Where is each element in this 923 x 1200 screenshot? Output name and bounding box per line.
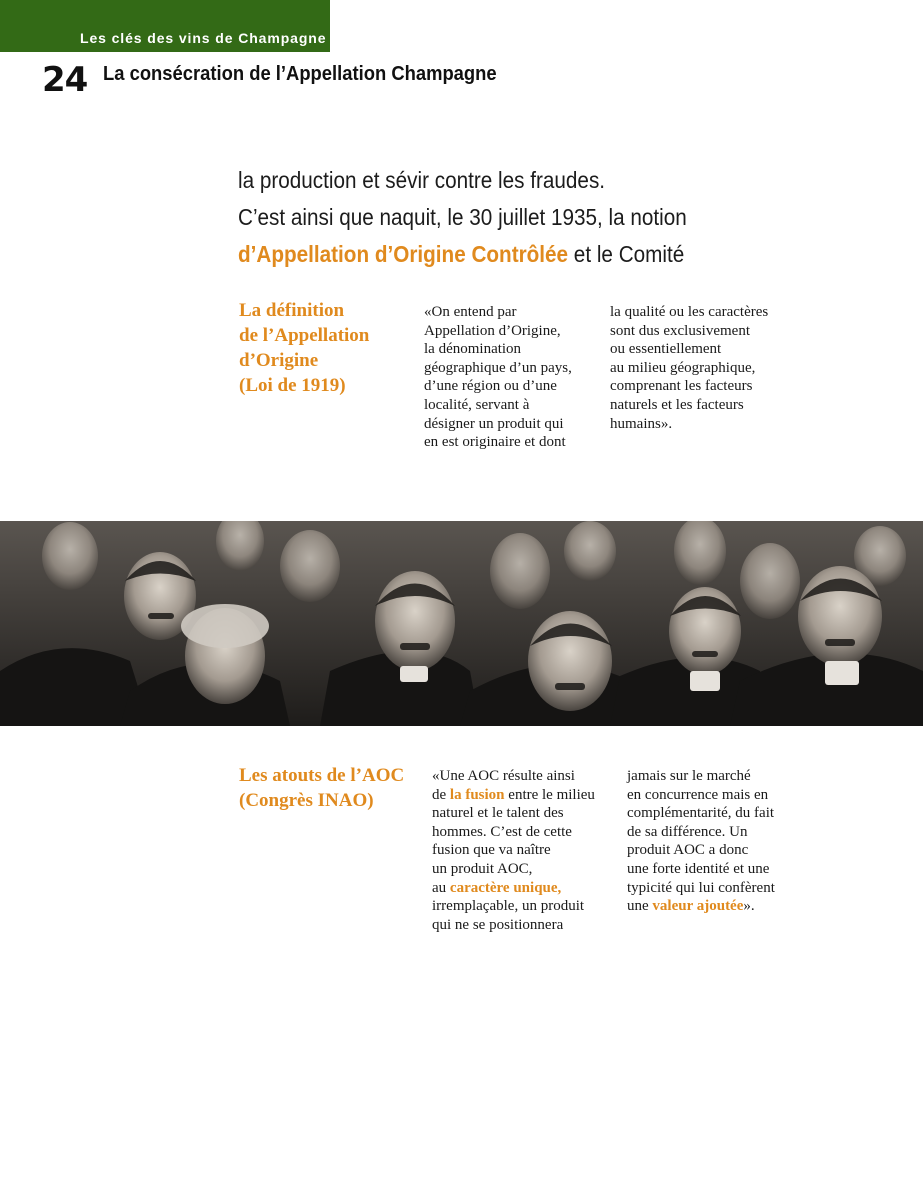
definition-heading-line: d’Origine [239,350,319,371]
definition-heading-line: de l’Appellation [239,325,370,346]
definition-heading [239,298,369,398]
fusion-highlight: la fusion [449,786,505,803]
intro-line-2: C’est ainsi que naquit, le 30 juillet 1935, la notion [238,204,687,230]
text-line: complémentarité, du fait [627,805,775,822]
text-line: sont dus exclusivement [610,322,750,339]
text-line: Appellation d’Origine, [424,322,561,339]
text-line: un produit AOC, [432,860,533,877]
aoc-highlight: d’Appellation d’Origine Contrôlée [238,241,569,267]
text-line: d’une région ou d’une [424,378,557,395]
text-line: en concurrence mais en [627,786,769,803]
atouts-column-2 [627,767,817,916]
text-line: hommes. C’est de cette [432,823,572,840]
text-fragment: de [432,786,450,803]
text-line: localité, servant à [424,396,530,413]
definition-column-2 [610,303,800,433]
definition-column-1 [424,303,614,452]
series-title: Les clés des vins de Champagne [80,30,327,46]
atouts-column-1 [432,767,622,934]
text-line: de sa différence. Un [627,823,748,840]
text-line: humains». [610,415,673,432]
text-line [432,786,622,805]
text-fragment: ». [743,898,755,915]
definition-heading-line: (Loi de 1919) [239,375,346,396]
text-line: «Une AOC résulte ainsi [432,768,575,784]
valeur-ajoutee-highlight: valeur ajoutée [652,898,744,915]
text-fragment: au [432,879,450,896]
text-fragment: entre le milieu [504,786,595,803]
text-line: comprenant les facteurs [610,378,753,395]
text-line: au milieu géographique, [610,359,756,376]
atouts-heading [239,763,404,813]
text-line: ou essentiellement [610,341,722,358]
text-line [432,879,622,898]
text-line: géographique d’un pays, [424,359,572,376]
text-line: la dénomination [424,341,522,358]
text-line: qui ne se positionnera [432,916,564,933]
text-line: produit AOC a donc [627,842,749,859]
text-line: fusion que va naître [432,842,551,859]
intro-line-1: la production et sévir contre les fraudes. [238,167,606,193]
text-line: désigner un produit qui [424,415,564,432]
intro-paragraph [238,162,796,273]
caractere-unique-highlight: caractère unique, [449,879,562,896]
definition-heading-line: La définition [239,300,345,321]
text-line: naturels et les facteurs [610,396,744,413]
text-line: «On entend par [424,304,517,320]
text-line: une forte identité et une [627,860,770,877]
text-fragment: une [627,898,653,915]
chapter-title: La consécration de l’Appellation Champagne [103,63,497,85]
historical-crowd-photo [0,521,923,726]
text-line: irremplaçable, un produit [432,898,585,915]
page-number: 24 [42,60,88,100]
atouts-heading-line: Les atouts de l’AOC [239,765,405,786]
intro-line-3-rest: et le Comité [568,241,685,267]
text-line: naturel et le talent des [432,805,564,822]
text-line: jamais sur le marché [627,768,751,784]
text-line: en est originaire et dont [424,434,566,451]
intro-line-3 [238,236,796,273]
text-line: la qualité ou les caractères [610,304,769,320]
text-line [627,897,817,916]
atouts-heading-line: (Congrès INAO) [239,790,374,811]
header-band [0,0,330,52]
text-line: typicité qui lui confèrent [627,879,775,896]
